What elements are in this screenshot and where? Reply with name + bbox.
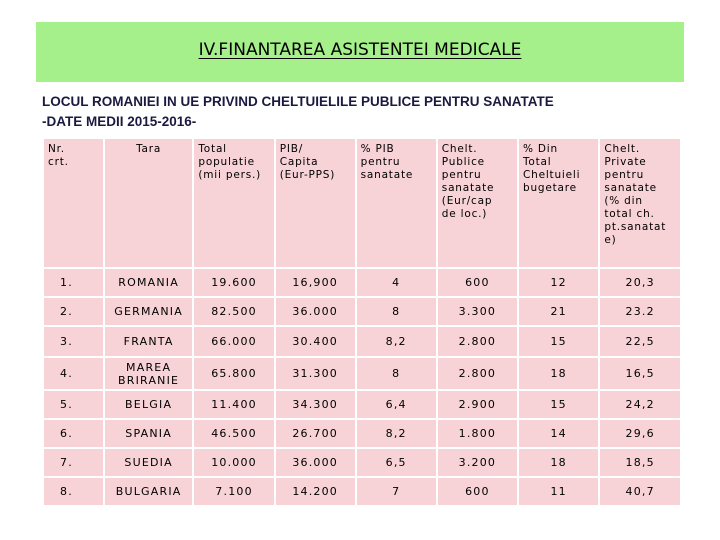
slide-subtitle [42,92,682,132]
table-cell: 6,5 [357,449,436,476]
table-cell: SUEDIA [105,449,193,476]
column-header-line: Total [522,156,552,168]
table-cell: 4. [44,358,103,389]
column-header-line: % PIB [360,143,395,155]
table-cell: 82.500 [194,298,273,325]
table-cell: 30.400 [276,327,355,356]
table-cell: 8,2 [357,420,436,447]
column-header-line: Capita [279,156,319,168]
column-header-line: pentru [604,169,645,181]
table-cell: 14 [519,420,598,447]
table-cell: 14.200 [276,478,355,505]
table-cell: 16,900 [276,269,355,296]
table-cell: 20,3 [600,269,680,296]
table-cell: 10.000 [194,449,273,476]
table-cell: 2.800 [438,358,517,389]
table-cell: 18 [519,358,598,389]
table-row [44,358,680,389]
table-row [44,478,680,505]
table-cell: 600 [438,269,517,296]
column-header-line: pentru [360,156,401,168]
table-cell: 6. [44,420,103,447]
table-cell: BELGIA [105,391,193,418]
subtitle-line: -DATE MEDII 2015-2016- [42,114,197,129]
table-cell: 4 [357,269,436,296]
slide-title: IV.FINANTAREA ASISTENTEI MEDICALE [198,40,522,60]
subtitle-line: LOCUL ROMANIEI IN UE PRIVIND CHELTUIELILE PUBLICE PENTRU SANATATE [42,94,554,109]
table-row [44,420,680,447]
table-cell: MAREA BRIRANIE [105,358,193,389]
table-cell: 23.2 [600,298,680,325]
table-cell: 5. [44,391,103,418]
column-header [194,139,273,267]
column-header-line: sanatate [441,182,495,194]
table-cell: 36.000 [276,298,355,325]
column-header [44,139,103,267]
column-header-line: PIB/ [279,143,304,155]
column-header-line: de loc.) [441,208,488,220]
table-cell: 7. [44,449,103,476]
column-header-line: total ch. [604,208,655,220]
column-header-line: sanatate [604,182,657,194]
column-header-line: % Din [522,143,558,155]
table-cell: 29,6 [600,420,680,447]
table-cell: 66.000 [194,327,273,356]
table-cell: GERMANIA [105,298,193,325]
table-cell: 40,7 [600,478,680,505]
table-cell: 16,5 [600,358,680,389]
table-row [44,327,680,356]
column-header-line: Cheltuieli [522,169,581,181]
table-cell: 1. [44,269,103,296]
table-cell: 3.300 [438,298,517,325]
table-cell: 15 [519,327,598,356]
table-cell: 1.800 [438,420,517,447]
table-cell: 26.700 [276,420,355,447]
column-header-line: Publice [441,156,485,168]
table-cell: 15 [519,391,598,418]
table-cell: FRANTA [105,327,193,356]
column-header [519,139,598,267]
table-cell: 6,4 [357,391,436,418]
table-cell: 18 [519,449,598,476]
table-cell: 11.400 [194,391,273,418]
column-header-line: Total [198,143,227,155]
column-header-line: crt. [48,156,69,168]
table-cell: 7 [357,478,436,505]
column-header-line: Tara [136,143,162,155]
column-header [438,139,517,267]
table-cell: 34.300 [276,391,355,418]
column-header-line: pt.sanatat [604,221,667,233]
column-header-line: (% din [604,195,643,207]
column-header-line: (Eur-PPS) [279,169,336,181]
table-cell: 3.200 [438,449,517,476]
table-row [44,269,680,296]
column-header-line: sanatate [360,169,414,181]
health-spending-table [42,137,682,507]
table-cell: 12 [519,269,598,296]
column-header-line: bugetare [522,182,577,194]
column-header-line: (mii pers.) [198,169,262,181]
table-cell: 24,2 [600,391,680,418]
table-cell: 21 [519,298,598,325]
table-cell: 600 [438,478,517,505]
table-cell: 65.800 [194,358,273,389]
table-cell: 19.600 [194,269,273,296]
table-header-row [44,139,680,267]
column-header [105,139,193,267]
table-cell: 2.900 [438,391,517,418]
title-banner [36,22,684,82]
column-header-line: Chelt. [604,143,640,155]
table-cell: 7.100 [194,478,273,505]
column-header-line: Chelt. [441,143,478,155]
table-cell: 2. [44,298,103,325]
column-header-line: populatie [198,156,255,168]
table-cell: 8 [357,298,436,325]
table-cell: 8. [44,478,103,505]
column-header-line: Nr. [48,143,65,155]
table-row [44,391,680,418]
table-cell: 36.000 [276,449,355,476]
column-header [276,139,355,267]
table-row [44,298,680,325]
column-header-line: Private [604,156,647,168]
table-cell: 11 [519,478,598,505]
table-cell: 22,5 [600,327,680,356]
table-cell: ROMANIA [105,269,193,296]
column-header-line: e) [604,234,617,246]
table-cell: 2.800 [438,327,517,356]
table-cell: 3. [44,327,103,356]
table-cell: 8 [357,358,436,389]
table-cell: 18,5 [600,449,680,476]
column-header-line: pentru [441,169,482,181]
table-cell: SPANIA [105,420,193,447]
column-header [357,139,436,267]
table-cell: 46.500 [194,420,273,447]
table-cell: 31.300 [276,358,355,389]
table-row [44,449,680,476]
column-header [600,139,680,267]
table-cell: BULGARIA [105,478,193,505]
column-header-line: (Eur/cap [441,195,493,207]
table-cell: 8,2 [357,327,436,356]
